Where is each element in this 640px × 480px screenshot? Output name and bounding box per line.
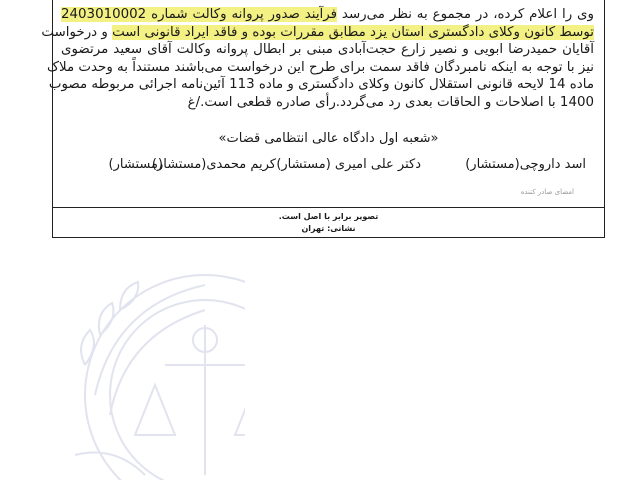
signer-name: کریم محمدی(مستشار) bbox=[151, 157, 276, 172]
address-line: نشانی: تهران bbox=[301, 224, 356, 233]
ruling-document-frame bbox=[41, 0, 605, 238]
ruling-body-text bbox=[41, 6, 594, 111]
highlighted-text: فرآیند صدور پروانه وکالت شماره 2403010002 bbox=[61, 7, 338, 22]
ruling-line-4: نیز با توجه به اینکه نامبردگان فاقد سمت برای طرح این درخواست می‌باشند مستنداً به وحدت ملاک bbox=[47, 59, 594, 75]
judiciary-emblem-watermark-icon bbox=[55, 245, 245, 480]
ruling-line-3: آقایان حمیدرضا ابویی و نصیر زارع حجت‌آبادی مبنی بر ابطال پروانه وکالت آقای سعید مرتضوی bbox=[61, 42, 594, 57]
footer-divider bbox=[53, 207, 604, 208]
ruling-line-5: ماده 14 لایحه قانونی استقلال کانون وکلای دادگستری و ماده 113 آئین‌نامه اجرائی مربوطه مصوب bbox=[48, 77, 594, 92]
issuer-signature-label: امضای صادر کننده bbox=[520, 188, 574, 196]
highlighted-text: توسط کانون وکلای دادگستری استان یزد مطابق مقررات بوده و فاقد ایراد قانونی است bbox=[112, 24, 594, 40]
document-footer bbox=[53, 211, 604, 235]
ruling-line-6: 1400 با اصلاحات و الحاقات بعدی رد می‌گردد.رأی صادره قطعی است./غ bbox=[187, 94, 594, 110]
ruling-line-1: وی را اعلام کرده، در مجموع به نظر می‌رسد فرآیند صدور پروانه وکالت شماره 2403010002 bbox=[61, 7, 594, 22]
ruling-line-2: توسط کانون وکلای دادگستری استان یزد مطابق مقررات بوده و فاقد ایراد قانونی است و درخواست bbox=[41, 24, 594, 40]
court-branch-title: «شعبه اول دادگاه عالی انتظامی قضات» bbox=[218, 131, 439, 146]
signer-name: اسد داروچی(مستشار) bbox=[465, 157, 586, 172]
signer-name: (مستشار) bbox=[108, 157, 163, 172]
signer-name: دکتر علی امیری (مستشار) bbox=[276, 157, 421, 172]
copy-certification-note: تصویر برابر با اصل است. bbox=[278, 212, 379, 221]
